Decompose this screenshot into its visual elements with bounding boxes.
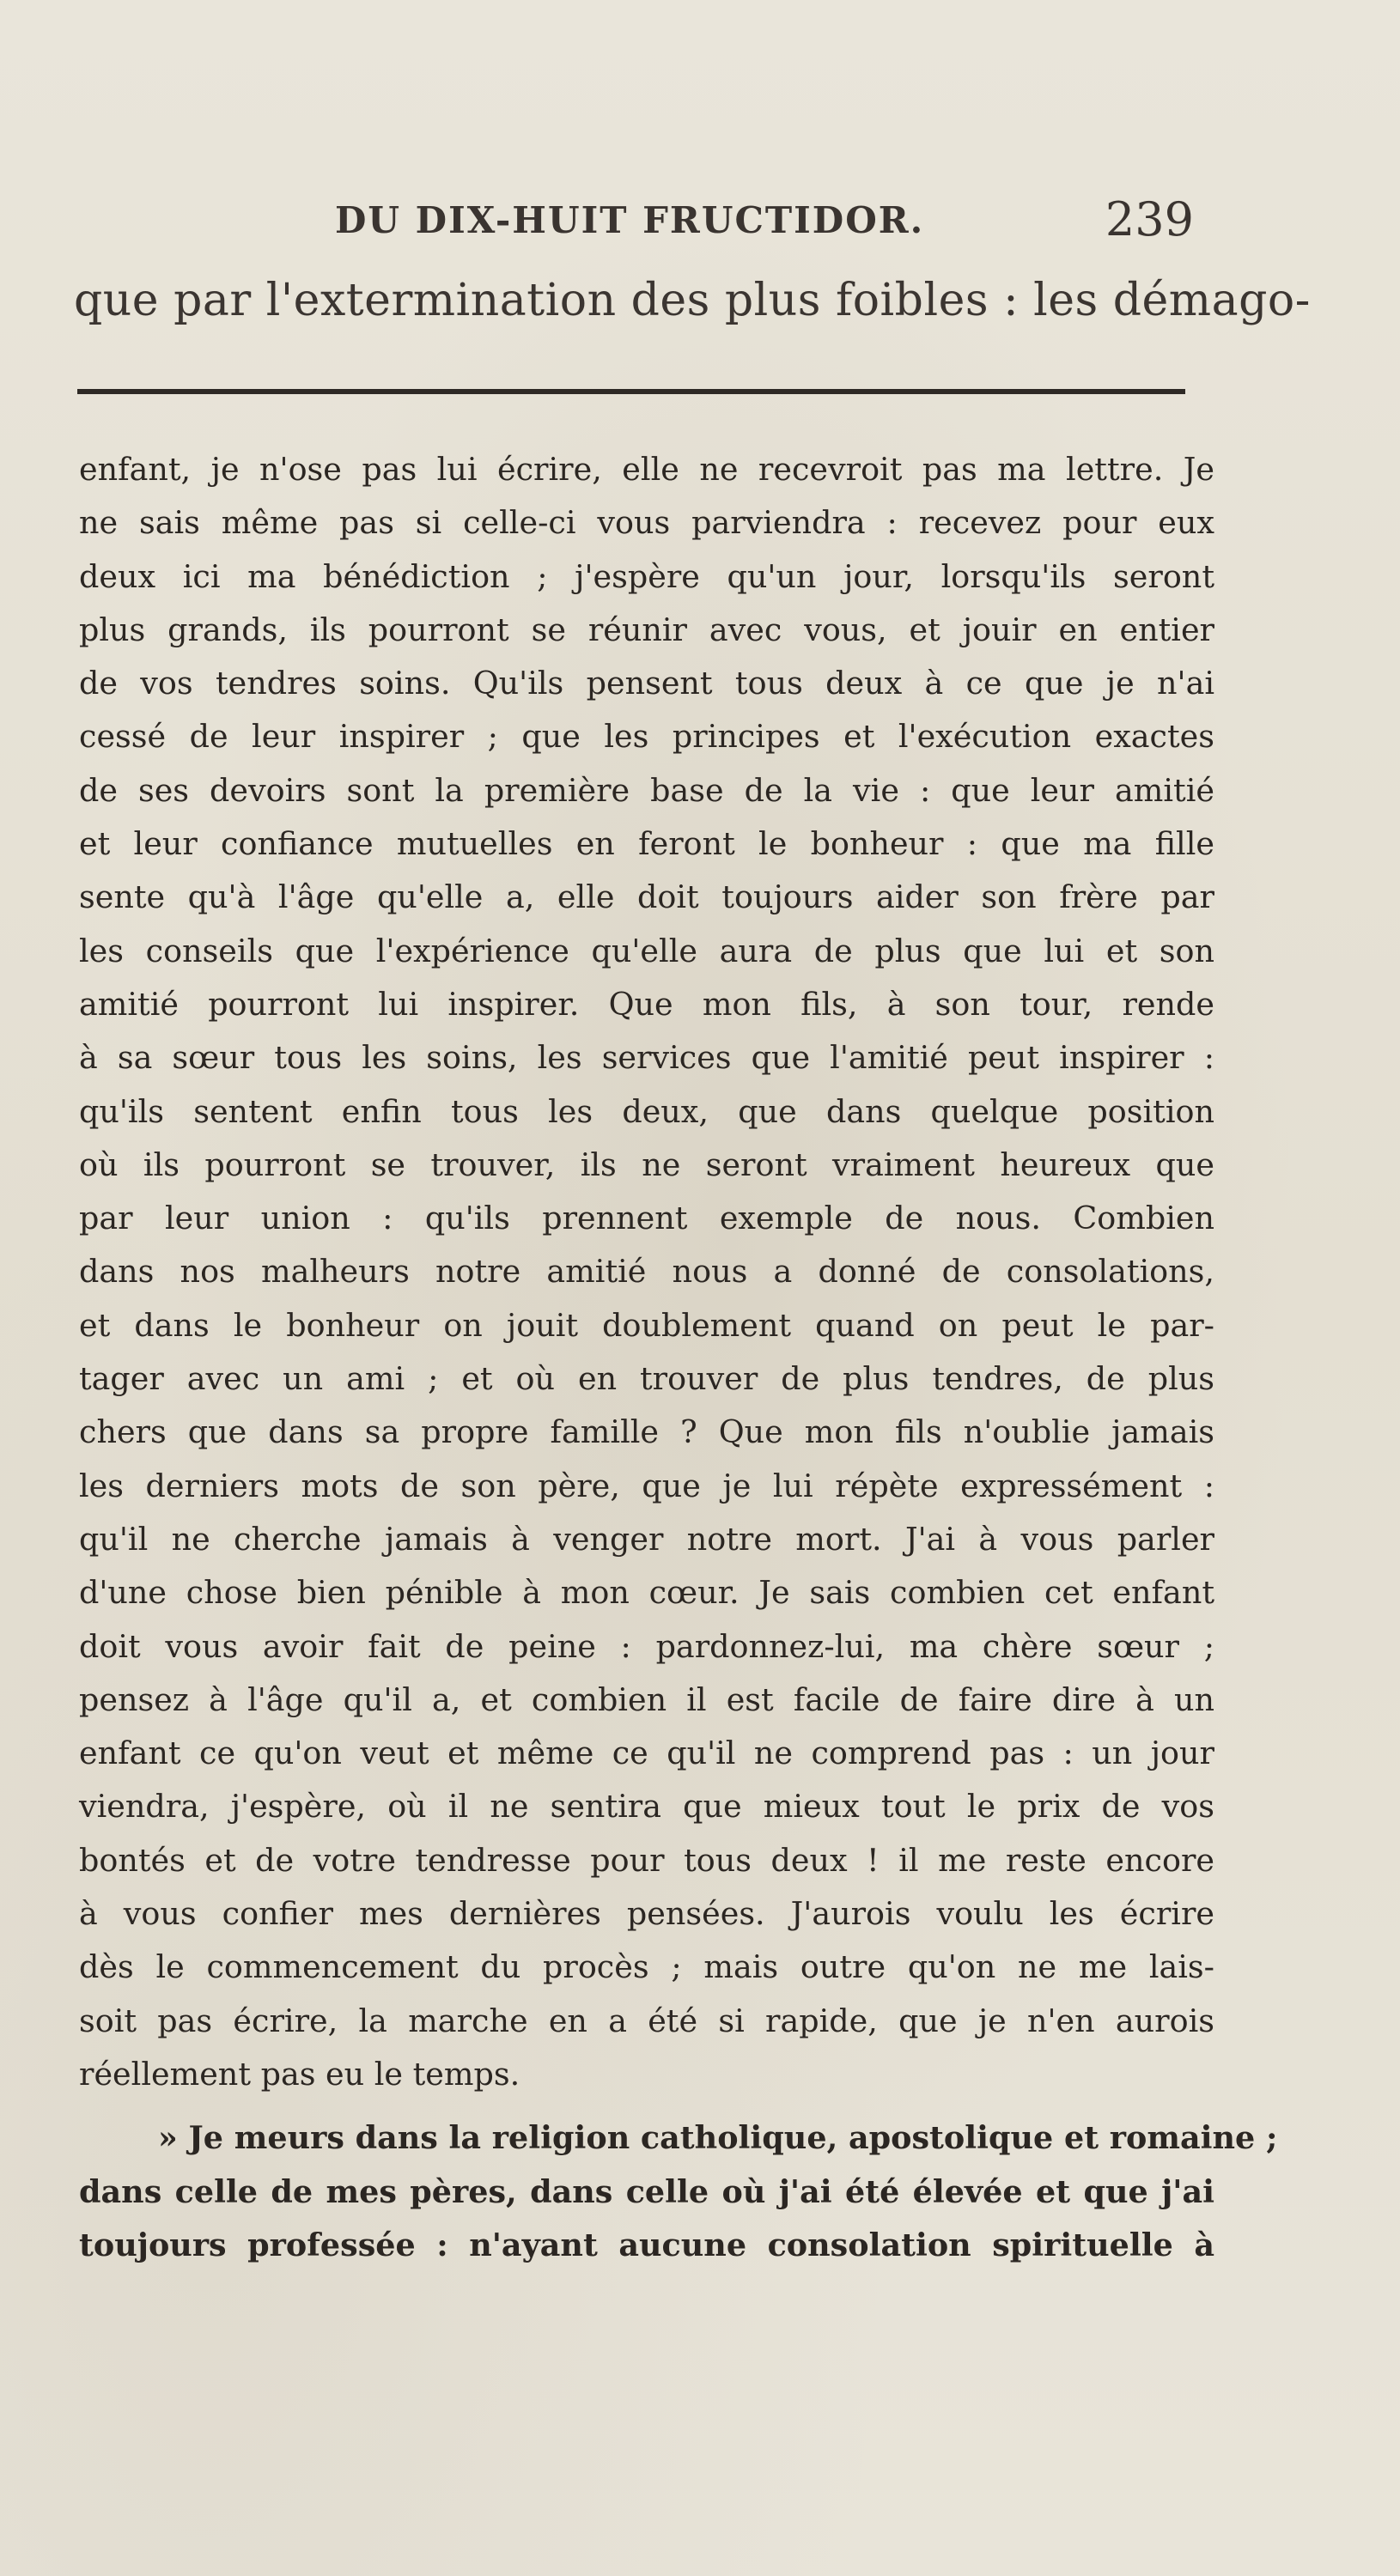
text-line: tager avec un ami ; et où en trouver de plus tendres, de plus [79, 1360, 1214, 1398]
text-line: qu'ils sentent enfin tous les deux, que dans quelque position [79, 1092, 1214, 1130]
text-line: enfant ce qu'on veut et même ce qu'il ne comprend pas : un jour [79, 1735, 1214, 1772]
paragraph-gap [79, 2101, 1214, 2111]
running-head [77, 192, 1194, 259]
body-text [79, 443, 1278, 2272]
text-line: dans nos malheurs notre amitié nous a donné de consolations, [79, 1253, 1214, 1291]
text-line: dans celle de mes pères, dans celle où j'ai été élevée et que j'ai [79, 2172, 1214, 2210]
text-line: chers que dans sa propre famille ? Que mon fils n'oublie jamais [79, 1413, 1214, 1451]
running-title: DU DIX-HUIT FRUCTIDOR. [335, 199, 925, 241]
text-line: deux ici ma bénédiction ; j'espère qu'un jour, lorsqu'ils seront [79, 557, 1214, 595]
page-number: 239 [1105, 192, 1194, 246]
horizontal-rule [77, 389, 1185, 394]
text-line: réellement pas eu le temps. [79, 2055, 520, 2093]
text-line: bontés et de votre tendresse pour tous deux ! il me reste encore [79, 1841, 1214, 1879]
text-line: et leur confiance mutuelles en feront le bonheur : que ma fille [79, 825, 1214, 863]
text-line: » Je meurs dans la religion catholique, apostolique et romaine ; [158, 2119, 1278, 2157]
text-line: par leur union : qu'ils prennent exemple de nous. Combien [79, 1200, 1214, 1237]
text-line: ne sais même pas si celle-ci vous parviendra : recevez pour eux [79, 504, 1214, 542]
text-line: d'une chose bien pénible à mon cœur. Je sais combien cet enfant [79, 1574, 1214, 1612]
paragraph-letter [79, 443, 1214, 2101]
text-line: les derniers mots de son père, que je lui répète expressément : [79, 1467, 1214, 1504]
text-line: qu'il ne cherche jamais à venger notre mort. J'ai à vous parler [79, 1520, 1214, 1558]
text-line: viendra, j'espère, où il ne sentira que mieux tout le prix de vos [79, 1788, 1214, 1826]
text-line: amitié pourront lui inspirer. Que mon fils, à son tour, rende [79, 985, 1214, 1023]
text-line: les conseils que l'expérience qu'elle aura de plus que lui et son [79, 932, 1214, 969]
paragraph-testament [79, 2111, 1278, 2272]
text-line: doit vous avoir fait de peine : pardonnez-lui, ma chère sœur ; [79, 1627, 1214, 1665]
text-line: enfant, je n'ose pas lui écrire, elle ne recevroit pas ma lettre. Je [79, 451, 1214, 488]
text-line: à sa sœur tous les soins, les services que l'amitié peut inspirer : [79, 1039, 1214, 1077]
text-line: cessé de leur inspirer ; que les principes et l'exécution exactes [79, 718, 1214, 756]
text-line: plus grands, ils pourront se réunir avec vous, et jouir en entier [79, 611, 1214, 648]
text-line: pensez à l'âge qu'il a, et combien il est facile de faire dire à un [79, 1680, 1214, 1718]
text-line: dès le commencement du procès ; mais outre qu'on ne me lais- [79, 1948, 1214, 1986]
text-line: à vous confier mes dernières pensées. J'aurois voulu les écrire [79, 1895, 1214, 1933]
text-line: où ils pourront se trouver, ils ne seront vraiment heureux que [79, 1145, 1214, 1183]
text-line: de ses devoirs sont la première base de la vie : que leur amitié [79, 771, 1214, 809]
catchline: que par l'extermination des plus foibles : les démago- [74, 275, 1311, 326]
text-line: sente qu'à l'âge qu'elle a, elle doit toujours aider son frère par [79, 878, 1214, 916]
text-line: et dans le bonheur on jouit doublement quand on peut le par- [79, 1306, 1214, 1344]
text-line: soit pas écrire, la marche en a été si rapide, que je n'en aurois [79, 2002, 1214, 2039]
text-line: de vos tendres soins. Qu'ils pensent tous deux à ce que je n'ai [79, 665, 1214, 702]
text-line: toujours professée : n'ayant aucune consolation spirituelle à [79, 2226, 1214, 2263]
